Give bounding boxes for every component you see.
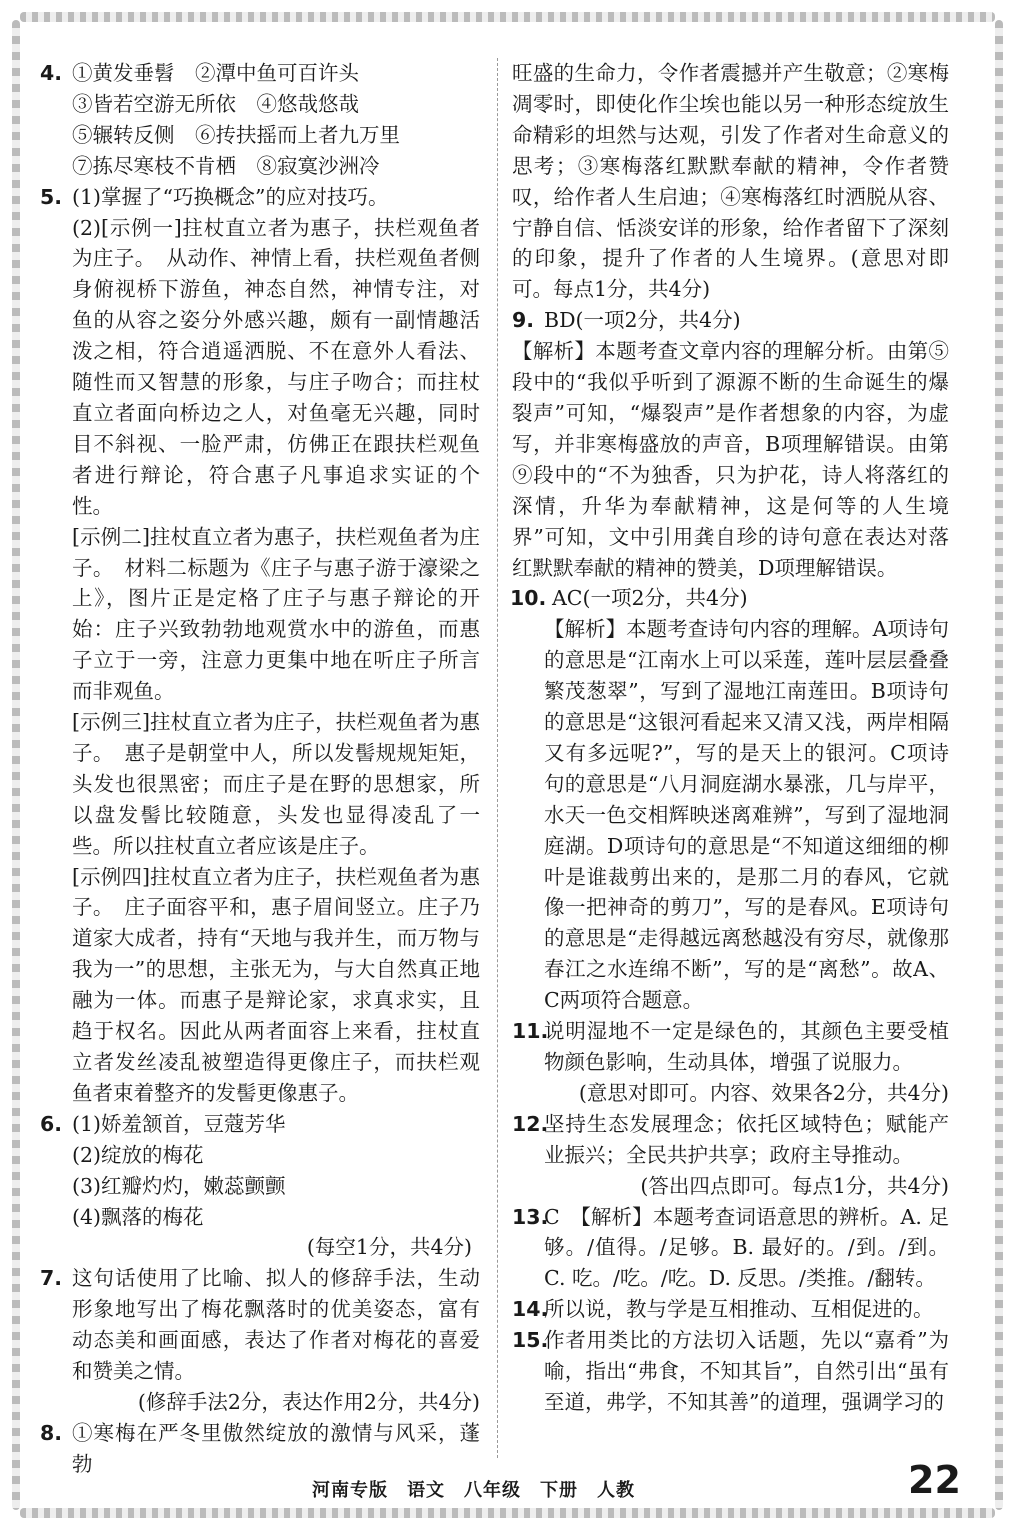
answer-text: 作者用类比的方法切入话题，先以“嘉肴”为喻，指出“弗食，不知其旨”，自然引出“虽有至道，弗学，不知其善”的道理，强调学习的	[544, 1328, 949, 1414]
question-8-continued: 旺盛的生命力，令作者震撼并产生敬意；②寒梅凋零时，即使化作尘埃也能以另一种形态绽放生命精彩的坦然与达观，引发了作者对生命意义的思考；③寒梅落红默默奉献的精神，令作者赞叹，给作者人生启迪；④寒梅落红时洒脱从容、宁静自信、恬淡安详的形象，给作者留下了深刻的印象，提升了作者的人生境界。(意思对即可。每点1分，共4分)	[512, 61, 949, 302]
page-border-top	[20, 12, 995, 22]
answer-line: ①黄发垂髫 ②潭中鱼可百许头	[72, 61, 359, 85]
question-number: 10.	[510, 586, 547, 611]
question-10	[512, 583, 949, 1016]
answer-line: (3)红瓣灼灼，嫩蕊颤颤	[72, 1173, 286, 1198]
column-divider	[497, 58, 498, 1458]
question-6	[40, 1109, 480, 1264]
score-note: (每空1分，共4分)	[306, 1235, 472, 1260]
answer-line: (1)娇羞颔首，豆蔻芳华	[72, 1111, 286, 1136]
answer-text-start: ①寒梅在严冬里傲然绽放的激情与风采，蓬勃	[72, 1420, 480, 1476]
question-number: 6.	[40, 1111, 63, 1136]
question-13	[512, 1202, 949, 1295]
question-9	[512, 305, 949, 336]
score-note: (答出四点即可。每点1分，共4分)	[640, 1173, 949, 1198]
right-column	[512, 58, 949, 1418]
answer-text: 坚持生态发展理念；依托区域特色；赋能产业振兴；全民共护共享；政府主导推动。	[544, 1111, 949, 1167]
question-number: 7.	[40, 1266, 63, 1291]
question-5	[40, 182, 480, 1109]
answer-choice: AC(一项2分，共4分)	[552, 586, 748, 611]
answer-line: (4)飘落的梅花	[72, 1204, 204, 1229]
example-2: [示例二]拄杖直立者为惠子，扶栏观鱼者为庄子。 材料二标题为《庄子与惠子游于濠梁之上》，图片正是定格了庄子与惠子辩论的开始：庄子兴致勃勃地观赏水中的游鱼，而惠子立于一旁，注意力更集中地在听庄子所言而非观鱼。	[72, 524, 480, 704]
answer-text: 所以说，教与学是互相推动、互相促进的。	[544, 1297, 934, 1322]
answer-choice: BD(一项2分，共4分)	[544, 308, 741, 333]
answer-line: ⑦拣尽寒枝不肯栖 ⑧寂寞沙洲冷	[72, 153, 380, 178]
question-number: 11.	[512, 1019, 549, 1044]
question-4	[40, 58, 480, 182]
question-10-analysis: 【解析】本题考查诗句内容的理解。A项诗句的意思是“江南水上可以采莲，莲叶层层叠叠繁茂葱翠”，写到了湿地江南莲田。B项诗句的意思是“这银河看起来又清又浅，两岸相隔又有多远呢?”，写的是天上的银河。C项诗句的意思是“八月洞庭湖水暴涨，几与岸平，水天一色交相辉映迷离难辨”，写到了湿地洞庭湖。D项诗句的意思是“不知道这细细的柳叶是谁裁剪出来的，是那二月的春风，它就像一把神奇的剪刀”，写的是春风。E项诗句的意思是“走得越远离愁越没有穷尽，就像那春江之水连绵不断”，写的是“离愁”。故A、C两项符合题意。	[544, 617, 949, 1013]
answer-line: ⑤辗转反侧 ⑥抟扶摇而上者九万里	[72, 122, 400, 147]
question-number: 14.	[512, 1297, 549, 1322]
question-7	[40, 1263, 480, 1418]
question-number: 5.	[40, 184, 63, 209]
score-note: (修辞手法2分，表达作用2分，共4分)	[137, 1389, 480, 1414]
page-border-left	[12, 20, 20, 1510]
footer-book-info: 河南专版 语文 八年级 下册 人教	[312, 1480, 635, 1501]
left-column	[40, 58, 480, 1480]
page-number: 22	[908, 1458, 961, 1502]
question-12	[512, 1109, 949, 1202]
answer-text: 说明湿地不一定是绿色的，其颜色主要受植物颜色影响，生动具体，增强了说服力。	[544, 1019, 949, 1074]
answer-text: C 【解析】本题考查词语意思的辨析。A. 足够。/值得。/足够。B. 最好的。/到。/到。C. 吃。/吃。/吃。D. 反思。/类推。/翻转。	[544, 1204, 949, 1291]
example-4: [示例四]拄杖直立者为庄子，扶栏观鱼者为惠子。 庄子面容平和，惠子眉间竖立。庄子乃道家大成者，持有“天地与我并生，而万物与我为一”的思想，主张无为，与大自然真正地融为一体。而惠子是辩论家，求真求实，且趋于权名。因此从两者面容上来看，拄杖直立者发丝凌乱被塑造得更像庄子，而扶栏观鱼者束着整齐的发髻更像惠子。	[72, 864, 480, 1105]
question-number: 12.	[512, 1111, 549, 1136]
example-1: (2)[示例一]拄杖直立者为惠子，扶栏观鱼者为庄子。 从动作、神情上看，扶栏观鱼者侧身俯视桥下游鱼，神态自然，神情专注，对鱼的从容之姿分外感兴趣，颇有一副情趣活泼之相，符合逍遥洒脱、不在意外人看法、随性而又智慧的形象，与庄子吻合；而拄杖直立者面向桥边之人，对鱼毫无兴趣，同时目不斜视、一脸严肃，仿佛正在跟扶栏观鱼者进行辩论，符合惠子凡事追求实证的个性。	[72, 215, 480, 518]
answer-line: ③皆若空游无所依 ④悠哉悠哉	[72, 91, 359, 116]
question-11	[512, 1016, 949, 1109]
question-number: 8.	[40, 1420, 63, 1445]
page-border-bottom	[20, 1508, 995, 1518]
question-15	[512, 1325, 949, 1418]
question-number: 4.	[40, 61, 63, 85]
question-9-analysis: 【解析】本题考查文章内容的理解分析。由第⑤段中的“我似乎听到了源源不断的生命诞生的爆裂声”可知，“爆裂声”是作者想象的内容，为虚写，并非寒梅盛放的声音，B项理解错误。由第⑨段中的“不为独香，只为护花，诗人将落红的深情，升华为奉献精神，这是何等的人生境界”可知，文中引用龚自珍的诗句意在表达对落红默默奉献的精神的赞美，D项理解错误。	[512, 339, 949, 580]
question-number: 15.	[512, 1328, 549, 1353]
answer-line: (2)绽放的梅花	[72, 1142, 204, 1167]
question-number: 9.	[512, 308, 535, 333]
question-8	[40, 1418, 480, 1480]
answer-text: 这句话使用了比喻、拟人的修辞手法，生动形象地写出了梅花飘落时的优美姿态，富有动态美和画面感，表达了作者对梅花的喜爱和赞美之情。	[72, 1266, 480, 1384]
page-border-right	[995, 20, 1003, 1510]
page-footer	[0, 1458, 1015, 1502]
question-number: 13.	[512, 1204, 549, 1229]
answer-part-1: (1)掌握了“巧换概念”的应对技巧。	[72, 184, 389, 209]
score-note: (意思对即可。内容、效果各2分，共4分)	[578, 1080, 949, 1105]
example-3: [示例三]拄杖直立者为庄子，扶栏观鱼者为惠子。 惠子是朝堂中人，所以发髻规规矩矩，头发也很黑密；而庄子是在野的思想家，所以盘发髻比较随意，头发也显得凌乱了一些。所以拄杖直立者应该是庄子。	[72, 710, 480, 858]
question-14	[512, 1294, 949, 1325]
